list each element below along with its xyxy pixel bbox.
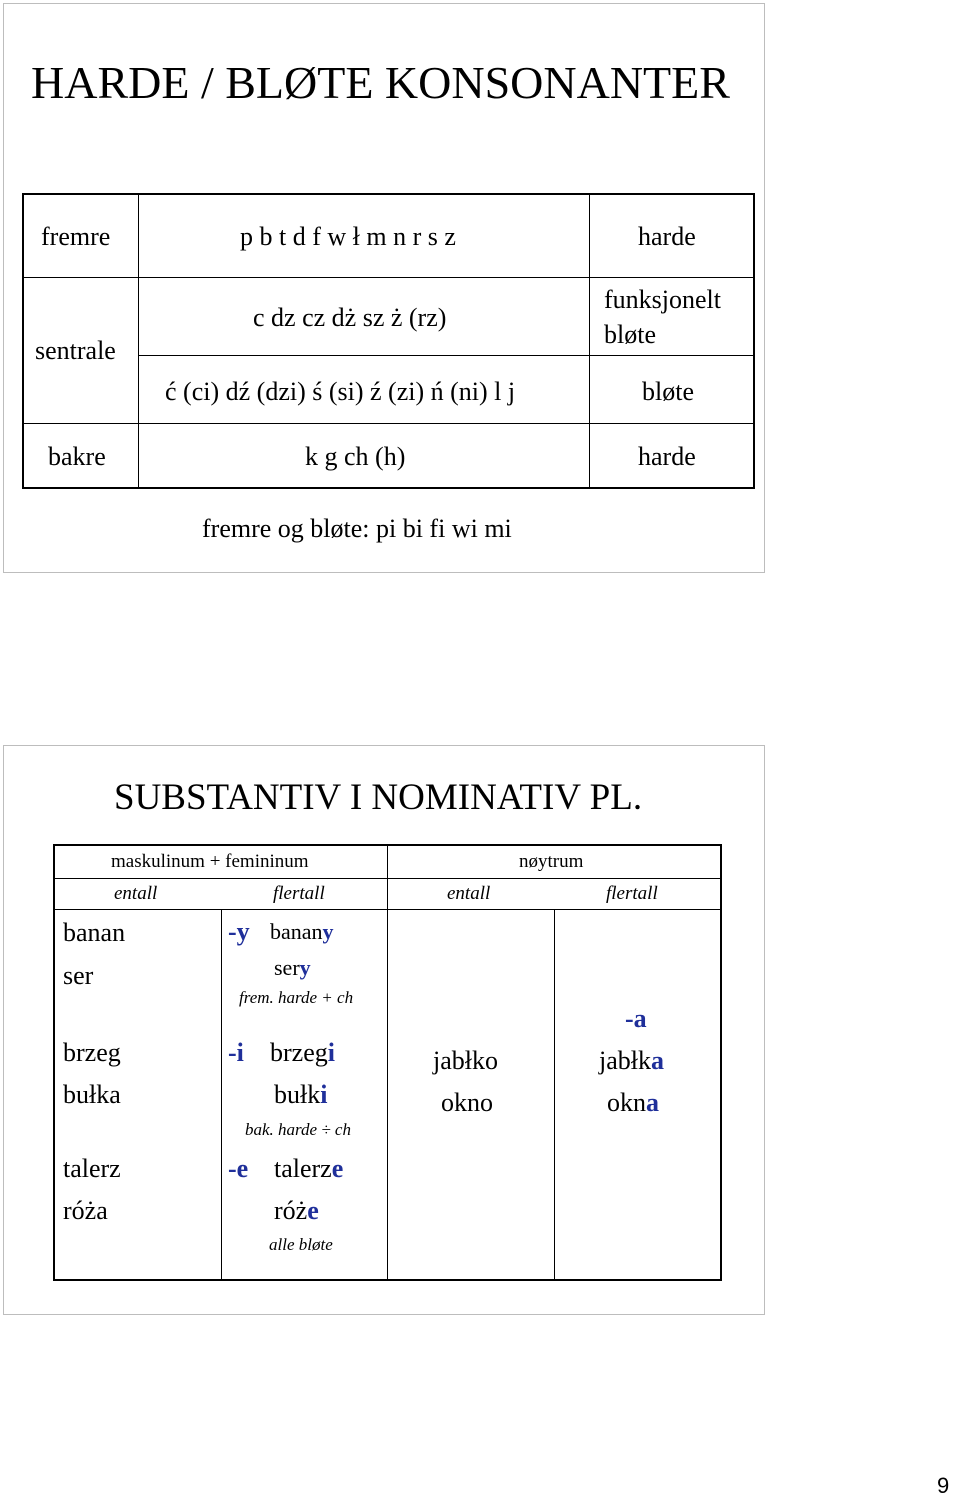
col-divider <box>387 846 388 1281</box>
col-divider <box>221 909 222 1281</box>
row-divider <box>24 423 755 424</box>
neuter-plural-word: jabłka <box>599 1046 664 1075</box>
plural-word: sery <box>274 955 311 980</box>
col-divider <box>589 195 590 489</box>
singular-word: bułka <box>63 1080 121 1109</box>
rule-note: frem. harde + ch <box>239 988 354 1007</box>
letters-sentrale-hard: c dz cz dż sz ż (rz) <box>253 303 447 332</box>
row-divider <box>55 909 722 910</box>
singular-word: brzeg <box>63 1038 121 1067</box>
plural-word: róże <box>274 1196 319 1225</box>
slide-consonants <box>3 3 765 573</box>
header-masc-fem: maskulinum + femininum <box>111 851 309 872</box>
subheader-plural: flertall <box>273 883 325 904</box>
row-divider <box>55 878 722 879</box>
singular-word: ser <box>63 961 94 990</box>
rule-note: bak. harde ÷ ch <box>245 1120 351 1139</box>
letters-bakre: k g ch (h) <box>305 442 406 471</box>
type-sentrale-line2: bløte <box>604 320 656 349</box>
type-sentrale-soft: bløte <box>642 377 694 406</box>
ending-label: -i <box>228 1038 244 1067</box>
ending-label: -y <box>228 917 250 946</box>
subheader-singular: entall <box>114 883 158 904</box>
plural-word: talerze <box>274 1154 344 1183</box>
neuter-singular-word: jabłko <box>433 1046 498 1075</box>
consonant-table <box>22 193 755 489</box>
singular-word: róża <box>63 1196 108 1225</box>
row-divider <box>138 355 755 356</box>
row-label-sentrale: sentrale <box>35 336 116 365</box>
row-divider <box>24 277 755 278</box>
letters-sentrale-soft: ć (ci) dź (dzi) ś (si) ź (zi) ń (ni) l j <box>165 377 516 406</box>
type-fremre: harde <box>638 222 696 251</box>
page-number: 9 <box>937 1473 950 1498</box>
neuter-plural-word: okna <box>607 1088 659 1117</box>
singular-word: banan <box>63 918 126 947</box>
noun-plural-table <box>53 844 722 1281</box>
col-divider <box>138 195 139 489</box>
row-label-fremre: fremre <box>41 222 111 251</box>
type-bakre: harde <box>638 442 696 471</box>
slide-title: HARDE / BLØTE KONSONANTER <box>31 57 730 108</box>
slide-nouns <box>3 745 765 1315</box>
letters-fremre: p b t d f w ł m n r s z <box>240 222 456 251</box>
neuter-singular-word: okno <box>441 1088 493 1117</box>
col-divider <box>554 909 555 1281</box>
subheader-plural: flertall <box>606 883 658 904</box>
ending-label: -e <box>228 1154 249 1183</box>
slide-title: SUBSTANTIV I NOMINATIV PL. <box>114 777 643 818</box>
plural-word: banany <box>270 919 334 944</box>
ending-label: -a <box>625 1004 647 1033</box>
plural-word: bułki <box>274 1080 328 1109</box>
note-text: fremre og bløte: pi bi fi wi mi <box>202 514 512 543</box>
rule-note: alle bløte <box>269 1235 333 1254</box>
row-label-bakre: bakre <box>48 442 106 471</box>
singular-word: talerz <box>63 1154 121 1183</box>
plural-word: brzegi <box>270 1038 335 1067</box>
subheader-singular: entall <box>447 883 491 904</box>
type-sentrale-line1: funksjonelt <box>604 285 721 314</box>
header-neuter: nøytrum <box>519 851 584 872</box>
